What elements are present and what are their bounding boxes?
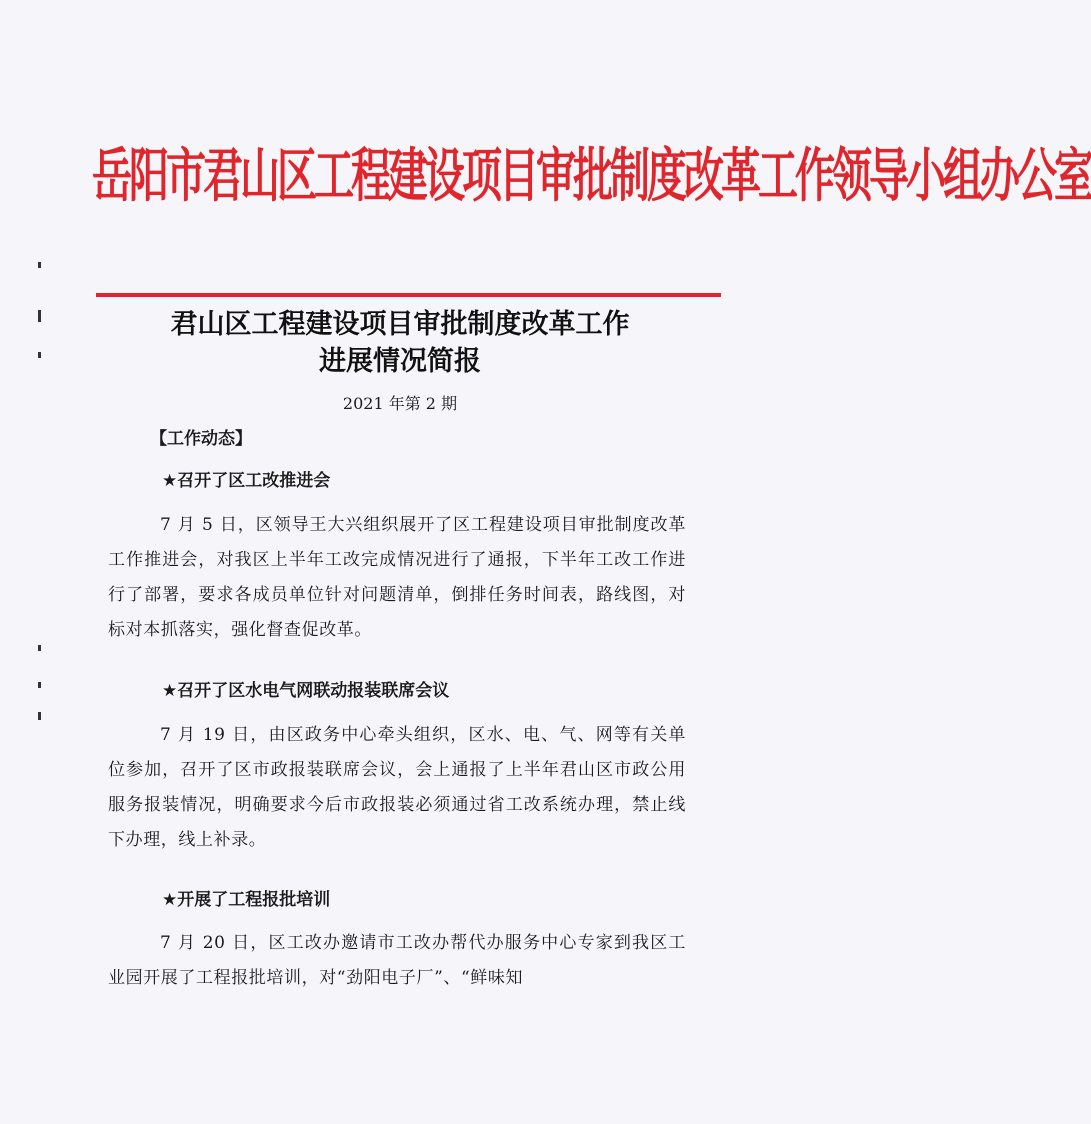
binding-mark [38,712,41,720]
item-heading-3: ★开展了工程报批培训 [162,890,331,910]
issue-number: 2021 年第 2 期 [342,394,458,413]
binding-mark [38,310,41,322]
item-body-3: 7 月 20 日，区工改办邀请市工改办帮代办服务中心专家到我区工业园开展了工程报批培训，对“劲阳电子厂”、“鲜味知 [108,933,686,988]
item-body-1: 7 月 5 日，区领导王大兴组织展开了区工程建设项目审批制度改革工作推进会，对我区上半年工改完成情况进行了通报，下半年工改工作进行了部署，要求各成员单位针对问题清单，倒排任务时间表，路线图，对标对本抓落实，强化督查促改革。 [108,515,686,640]
binding-mark [38,352,41,358]
section-label: 【工作动态】 [150,429,252,449]
binding-mark [38,645,41,651]
red-divider-line [96,293,721,297]
report-title-line-2: 进展情况简报 [319,346,481,377]
item-body-2: 7 月 19 日，由区政务中心牵头组织，区水、电、气、网等有关单位参加，召开了区市政报装联席会议，会上通报了上半年君山区市政公用服务报装情况，明确要求今后市政报装必须通过省工改系统办理，禁止线下办理，线上补录。 [108,725,686,850]
binding-mark [38,682,41,688]
report-title-line-1: 君山区工程建设项目审批制度改革工作 [170,309,630,340]
binding-mark [38,262,41,268]
masthead-title: 岳阳市君山区工程建设项目审批制度改革工作领导小组办公室 [92,143,1091,211]
item-heading-1: ★召开了区工改推进会 [162,471,331,491]
item-heading-2: ★召开了区水电气网联动报装联席会议 [162,681,450,701]
